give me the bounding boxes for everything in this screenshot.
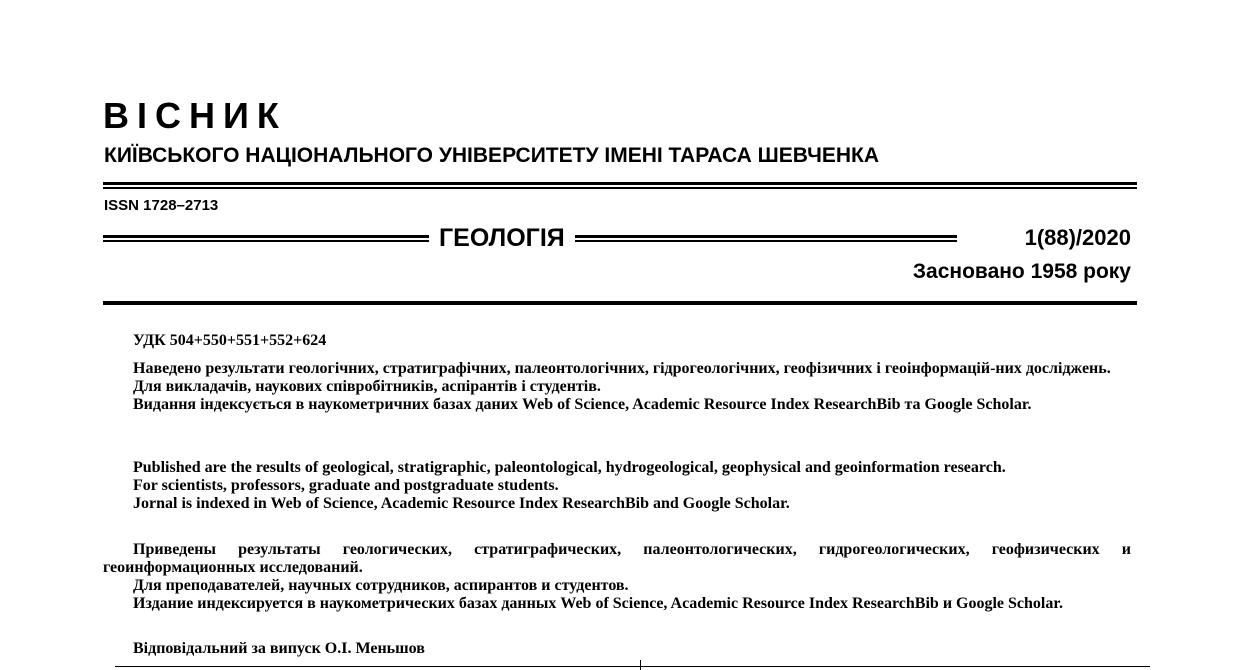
founded-year: Засновано 1958 року bbox=[912, 260, 1131, 283]
abstract-russian bbox=[103, 541, 1131, 613]
section-line-left bbox=[103, 235, 429, 242]
abstract-english bbox=[103, 459, 1131, 513]
section-divider bbox=[103, 301, 1137, 305]
header-divider bbox=[103, 182, 1137, 189]
abstract-ru-results: Приведены результаты геологических, стратиграфических, палеонтологических, гидрогеологических, геофизических и геоинформационных исследований. bbox=[103, 541, 1131, 576]
responsible-editor bbox=[103, 640, 1131, 658]
table-top-border bbox=[115, 666, 1150, 667]
issn-number: ISSN 1728–2713 bbox=[104, 197, 219, 214]
table-column-divider bbox=[640, 660, 641, 670]
abstract-uk-indexing: Видання індексується в наукометричних базах даних Web of Science, Academic Resource Index ResearchBib та Google Scholar. bbox=[133, 396, 1032, 413]
abstract-en-results: Published are the results of geological, stratigraphic, paleontological, hydrogeological, geophysical and geoinformation research. bbox=[133, 459, 1006, 476]
abstract-uk-audience: Для викладачів, наукових співробітників, аспірантів і студентів. bbox=[133, 378, 601, 395]
issue-number: 1(88)/2020 bbox=[1024, 225, 1131, 250]
abstract-en-audience: For scientists, professors, graduate and postgraduate students. bbox=[133, 477, 559, 494]
abstract-uk-results: Наведено результати геологічних, стратиграфічних, палеонтологічних, гідрогеологічних, геофізичних і геоінформацій-них досліджень. bbox=[133, 360, 1111, 377]
abstract-en-indexing: Jornal is indexed in Web of Science, Academic Resource Index ResearchBib and Google Scholar. bbox=[133, 495, 790, 512]
journal-subtitle: КИЇВСЬКОГО НАЦІОНАЛЬНОГО УНІВЕРСИТЕТУ ІМЕНІ ТАРАСА ШЕВЧЕНКА bbox=[104, 144, 880, 167]
section-title: ГЕОЛОГІЯ bbox=[439, 224, 565, 252]
abstract-ukrainian bbox=[103, 360, 1131, 414]
abstract-ru-audience: Для преподавателей, научных сотрудников, аспирантов и студентов. bbox=[133, 577, 629, 594]
udc-text: УДК 504+550+551+552+624 bbox=[133, 332, 327, 349]
section-line-right bbox=[575, 235, 957, 242]
section-row bbox=[103, 222, 1131, 254]
udc-code bbox=[103, 332, 1131, 350]
responsible-editor-text: Відповідальний за випуск О.І. Меньшов bbox=[133, 640, 425, 657]
journal-title: ВІСНИК bbox=[103, 95, 287, 136]
abstract-ru-indexing: Издание индексируется в наукометрических базах данных Web of Science, Academic Resource Index ResearchBib и Google Scholar. bbox=[133, 595, 1063, 612]
